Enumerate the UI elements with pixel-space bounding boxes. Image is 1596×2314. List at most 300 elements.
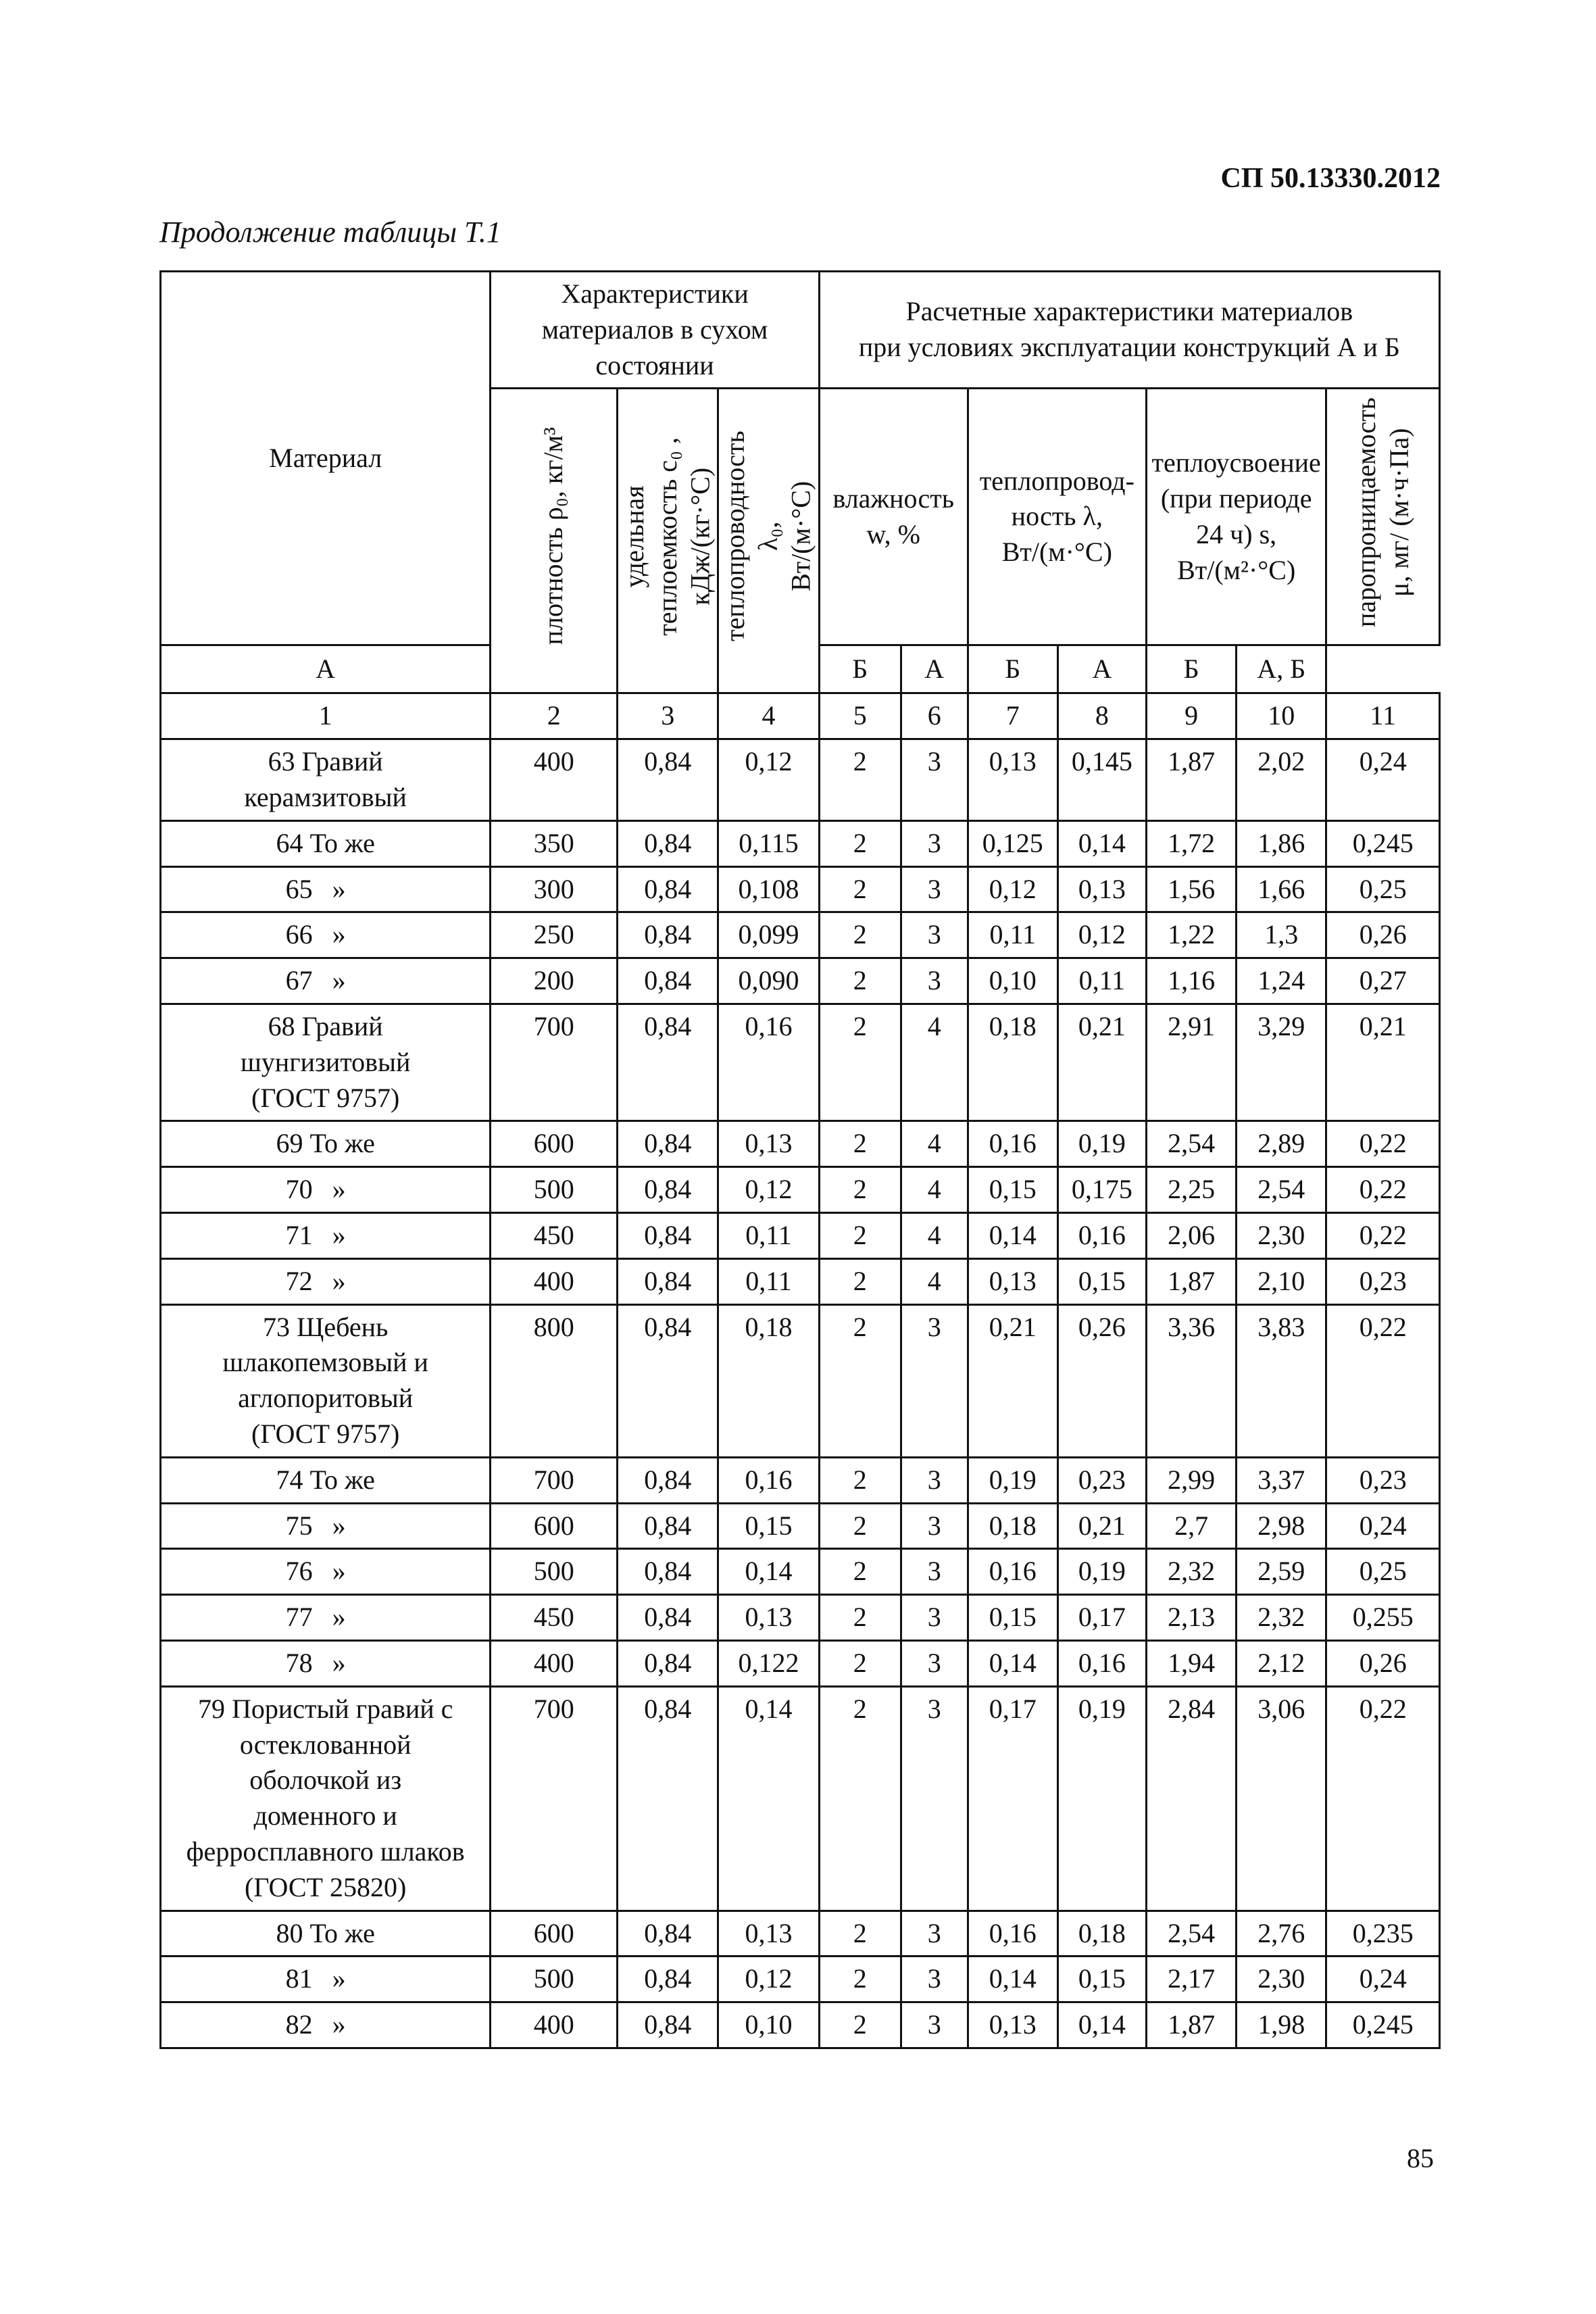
ditto-mark: » bbox=[332, 1174, 346, 1205]
value-cell: 0,14 bbox=[968, 1640, 1057, 1686]
value-cell: 0,22 bbox=[1326, 1121, 1440, 1167]
value-cell: 0,26 bbox=[1057, 1304, 1146, 1457]
value-cell: 0,84 bbox=[618, 912, 718, 958]
material-name-cell bbox=[161, 1167, 491, 1213]
value-cell: 0,099 bbox=[718, 912, 819, 958]
value-cell: 1,72 bbox=[1147, 820, 1237, 866]
value-cell: 0,17 bbox=[968, 1686, 1057, 1911]
value-cell: 0,122 bbox=[718, 1640, 819, 1686]
value-cell: 0,11 bbox=[968, 912, 1057, 958]
header-absorption: теплоусвоение (при периоде 24 ч) s, Вт/(м²·°С) bbox=[1147, 389, 1326, 645]
value-cell: 2,10 bbox=[1237, 1258, 1326, 1304]
material-name: 81 bbox=[285, 1963, 313, 1994]
column-number: 8 bbox=[1057, 693, 1146, 739]
material-name-cell bbox=[161, 1640, 491, 1686]
value-cell: 1,66 bbox=[1237, 866, 1326, 912]
value-cell: 0,12 bbox=[1057, 912, 1146, 958]
value-cell: 0,27 bbox=[1326, 958, 1440, 1004]
header-permeability bbox=[1326, 389, 1440, 645]
value-cell: 0,12 bbox=[718, 1956, 819, 2002]
value-cell: 0,22 bbox=[1326, 1167, 1440, 1213]
table-row bbox=[161, 912, 1440, 958]
material-name: 78 bbox=[285, 1647, 313, 1678]
value-cell: 800 bbox=[491, 1304, 618, 1457]
value-cell: 2 bbox=[819, 1212, 901, 1258]
letter-cell: Б bbox=[1147, 645, 1237, 693]
value-cell: 3 bbox=[901, 1686, 968, 1911]
value-cell: 450 bbox=[491, 1212, 618, 1258]
value-cell: 2,32 bbox=[1147, 1549, 1237, 1595]
value-cell: 0,19 bbox=[1057, 1549, 1146, 1595]
material-name: 82 bbox=[285, 2009, 313, 2040]
table-body bbox=[161, 693, 1440, 2048]
value-cell: 2,02 bbox=[1237, 739, 1326, 821]
value-cell: 0,24 bbox=[1326, 739, 1440, 821]
value-cell: 2 bbox=[819, 866, 901, 912]
value-cell: 0,21 bbox=[1057, 1503, 1146, 1549]
material-name: 76 bbox=[285, 1556, 313, 1587]
table-caption: Продолжение таблицы Т.1 bbox=[159, 216, 501, 249]
letter-cell: Б bbox=[819, 645, 901, 693]
material-name-cell bbox=[161, 1457, 491, 1503]
value-cell: 2,98 bbox=[1237, 1503, 1326, 1549]
value-cell: 1,16 bbox=[1147, 958, 1237, 1004]
value-cell: 500 bbox=[491, 1549, 618, 1595]
value-cell: 0,18 bbox=[718, 1304, 819, 1457]
value-cell: 0,84 bbox=[618, 1640, 718, 1686]
table-row bbox=[161, 1258, 1440, 1304]
value-cell: 600 bbox=[491, 1503, 618, 1549]
value-cell: 0,11 bbox=[718, 1212, 819, 1258]
ditto-mark: » bbox=[332, 1219, 346, 1250]
header-group-dry: Характеристики материалов в сухом состоянии bbox=[491, 272, 819, 389]
value-cell: 0,145 bbox=[1057, 739, 1146, 821]
value-cell: 2,12 bbox=[1237, 1640, 1326, 1686]
header-conductivity-dry-text: теплопроводность λ₀, Вт/(м·°С) bbox=[720, 430, 816, 642]
value-cell: 0,16 bbox=[718, 1004, 819, 1121]
value-cell: 1,87 bbox=[1147, 739, 1237, 821]
value-cell: 4 bbox=[901, 1258, 968, 1304]
value-cell: 2 bbox=[819, 1640, 901, 1686]
value-cell: 3,06 bbox=[1237, 1686, 1326, 1911]
table-row bbox=[161, 1457, 1440, 1503]
column-number: 6 bbox=[901, 693, 968, 739]
value-cell: 0,26 bbox=[1326, 1640, 1440, 1686]
material-name: 71 bbox=[285, 1219, 313, 1250]
value-cell: 2 bbox=[819, 912, 901, 958]
material-name: 66 bbox=[285, 919, 313, 950]
value-cell: 1,22 bbox=[1147, 912, 1237, 958]
value-cell: 3,37 bbox=[1237, 1457, 1326, 1503]
value-cell: 0,14 bbox=[968, 1956, 1057, 2002]
value-cell: 0,19 bbox=[1057, 1121, 1146, 1167]
ditto-mark: » bbox=[332, 873, 346, 904]
value-cell: 0,115 bbox=[718, 820, 819, 866]
material-name: 64 То же bbox=[276, 827, 375, 858]
value-cell: 0,11 bbox=[1057, 958, 1146, 1004]
ditto-mark: » bbox=[332, 919, 346, 950]
value-cell: 3 bbox=[901, 1956, 968, 2002]
value-cell: 0,84 bbox=[618, 1911, 718, 1956]
value-cell: 0,25 bbox=[1326, 1549, 1440, 1595]
value-cell: 3,83 bbox=[1237, 1304, 1326, 1457]
value-cell: 2,84 bbox=[1147, 1686, 1237, 1911]
value-cell: 3 bbox=[901, 1549, 968, 1595]
header-conductivity-dry bbox=[718, 389, 819, 693]
table-row bbox=[161, 1004, 1440, 1121]
value-cell: 0,84 bbox=[618, 2002, 718, 2048]
material-name: 63 Гравий керамзитовый bbox=[244, 746, 407, 812]
material-name: 69 То же bbox=[276, 1128, 375, 1159]
value-cell: 0,16 bbox=[1057, 1212, 1146, 1258]
material-name-cell bbox=[161, 739, 491, 821]
value-cell: 2 bbox=[819, 1121, 901, 1167]
value-cell: 0,84 bbox=[618, 1956, 718, 2002]
value-cell: 3 bbox=[901, 2002, 968, 2048]
header-heat-capacity bbox=[618, 389, 718, 693]
value-cell: 400 bbox=[491, 2002, 618, 2048]
letter-cell: А bbox=[901, 645, 968, 693]
value-cell: 0,84 bbox=[618, 1457, 718, 1503]
value-cell: 2,54 bbox=[1237, 1167, 1326, 1213]
value-cell: 0,22 bbox=[1326, 1304, 1440, 1457]
value-cell: 0,10 bbox=[718, 2002, 819, 2048]
value-cell: 2 bbox=[819, 1911, 901, 1956]
column-number: 1 bbox=[161, 693, 491, 739]
value-cell: 600 bbox=[491, 1121, 618, 1167]
table-row bbox=[161, 866, 1440, 912]
value-cell: 0,15 bbox=[1057, 1258, 1146, 1304]
ditto-mark: » bbox=[332, 1265, 346, 1296]
value-cell: 0,84 bbox=[618, 820, 718, 866]
value-cell: 700 bbox=[491, 1004, 618, 1121]
value-cell: 0,84 bbox=[618, 1258, 718, 1304]
value-cell: 0,25 bbox=[1326, 866, 1440, 912]
value-cell: 2,30 bbox=[1237, 1956, 1326, 2002]
value-cell: 1,94 bbox=[1147, 1640, 1237, 1686]
value-cell: 2 bbox=[819, 1549, 901, 1595]
value-cell: 2,54 bbox=[1147, 1911, 1237, 1956]
value-cell: 0,13 bbox=[1057, 866, 1146, 912]
value-cell: 2,76 bbox=[1237, 1911, 1326, 1956]
value-cell: 3 bbox=[901, 1304, 968, 1457]
value-cell: 0,16 bbox=[1057, 1640, 1146, 1686]
value-cell: 0,16 bbox=[718, 1457, 819, 1503]
ditto-mark: » bbox=[332, 1556, 346, 1587]
value-cell: 0,84 bbox=[618, 1686, 718, 1911]
value-cell: 2,99 bbox=[1147, 1457, 1237, 1503]
value-cell: 0,18 bbox=[968, 1503, 1057, 1549]
column-number: 2 bbox=[491, 693, 618, 739]
value-cell: 2,13 bbox=[1147, 1595, 1237, 1641]
material-name-cell bbox=[161, 1121, 491, 1167]
value-cell: 2 bbox=[819, 1595, 901, 1641]
value-cell: 1,56 bbox=[1147, 866, 1237, 912]
value-cell: 2 bbox=[819, 1956, 901, 2002]
value-cell: 1,24 bbox=[1237, 958, 1326, 1004]
value-cell: 1,98 bbox=[1237, 2002, 1326, 2048]
value-cell: 0,13 bbox=[718, 1121, 819, 1167]
value-cell: 3,29 bbox=[1237, 1004, 1326, 1121]
value-cell: 0,12 bbox=[968, 866, 1057, 912]
material-name-cell bbox=[161, 958, 491, 1004]
material-name-cell bbox=[161, 1004, 491, 1121]
value-cell: 0,14 bbox=[1057, 2002, 1146, 2048]
column-number: 11 bbox=[1326, 693, 1440, 739]
value-cell: 2 bbox=[819, 1686, 901, 1911]
value-cell: 2 bbox=[819, 820, 901, 866]
value-cell: 0,84 bbox=[618, 1549, 718, 1595]
value-cell: 2 bbox=[819, 1304, 901, 1457]
header-moisture: влажность w, % bbox=[819, 389, 968, 645]
table-row bbox=[161, 1686, 1440, 1911]
value-cell: 500 bbox=[491, 1956, 618, 2002]
value-cell: 3 bbox=[901, 1503, 968, 1549]
value-cell: 0,255 bbox=[1326, 1595, 1440, 1641]
value-cell: 2 bbox=[819, 958, 901, 1004]
value-cell: 0,84 bbox=[618, 1212, 718, 1258]
table-row bbox=[161, 1503, 1440, 1549]
ditto-mark: » bbox=[332, 1647, 346, 1678]
table-row bbox=[161, 1212, 1440, 1258]
value-cell: 400 bbox=[491, 1640, 618, 1686]
value-cell: 3 bbox=[901, 912, 968, 958]
value-cell: 2,25 bbox=[1147, 1167, 1237, 1213]
material-name-cell bbox=[161, 1956, 491, 2002]
value-cell: 0,21 bbox=[1326, 1004, 1440, 1121]
value-cell: 1,3 bbox=[1237, 912, 1326, 958]
value-cell: 0,24 bbox=[1326, 1956, 1440, 2002]
column-numbers-row bbox=[161, 693, 1440, 739]
value-cell: 4 bbox=[901, 1167, 968, 1213]
material-name: 77 bbox=[285, 1602, 313, 1633]
value-cell: 0,84 bbox=[618, 739, 718, 821]
value-cell: 0,245 bbox=[1326, 820, 1440, 866]
value-cell: 2 bbox=[819, 1167, 901, 1213]
value-cell: 0,15 bbox=[968, 1595, 1057, 1641]
page-number: 85 bbox=[1407, 2143, 1434, 2173]
header-permeability-text: паропроницаемость μ, мг/ (м·ч·Па) bbox=[1350, 397, 1414, 628]
value-cell: 4 bbox=[901, 1212, 968, 1258]
value-cell: 0,84 bbox=[618, 866, 718, 912]
value-cell: 2 bbox=[819, 1503, 901, 1549]
letter-cell: А bbox=[1057, 645, 1146, 693]
value-cell: 2,17 bbox=[1147, 1956, 1237, 2002]
material-name-cell bbox=[161, 1258, 491, 1304]
value-cell: 3 bbox=[901, 739, 968, 821]
value-cell: 2,30 bbox=[1237, 1212, 1326, 1258]
value-cell: 4 bbox=[901, 1121, 968, 1167]
table-row bbox=[161, 1956, 1440, 2002]
materials-table bbox=[159, 270, 1441, 2049]
document-code: СП 50.13330.2012 bbox=[1220, 163, 1441, 194]
column-number: 4 bbox=[718, 693, 819, 739]
material-name: 73 Щебень шлакопемзовый и аглопоритовый (ГОСТ 9757) bbox=[222, 1311, 428, 1449]
value-cell: 300 bbox=[491, 866, 618, 912]
value-cell: 0,22 bbox=[1326, 1686, 1440, 1911]
value-cell: 2 bbox=[819, 2002, 901, 2048]
value-cell: 0,21 bbox=[968, 1304, 1057, 1457]
material-name: 65 bbox=[285, 873, 313, 904]
value-cell: 0,19 bbox=[968, 1457, 1057, 1503]
material-name-cell bbox=[161, 1212, 491, 1258]
value-cell: 0,84 bbox=[618, 1304, 718, 1457]
ditto-mark: » bbox=[332, 1510, 346, 1541]
value-cell: 3,36 bbox=[1147, 1304, 1237, 1457]
table-row bbox=[161, 1167, 1440, 1213]
header-heat-capacity-text: удельная теплоемкость c₀ , кДж/(кг·°С) bbox=[619, 437, 716, 636]
letter-cell: А bbox=[161, 645, 491, 693]
value-cell: 0,235 bbox=[1326, 1911, 1440, 1956]
table-row bbox=[161, 1121, 1440, 1167]
value-cell: 0,84 bbox=[618, 1121, 718, 1167]
table-row bbox=[161, 958, 1440, 1004]
value-cell: 0,24 bbox=[1326, 1503, 1440, 1549]
material-name-cell bbox=[161, 1595, 491, 1641]
material-name: 79 Пористый гравий с остеклованной оболочкой из доменного и ферросплавного шлаков (ГОСТ 25820) bbox=[186, 1693, 465, 1902]
value-cell: 0,15 bbox=[1057, 1956, 1146, 2002]
ditto-mark: » bbox=[332, 965, 346, 996]
value-cell: 500 bbox=[491, 1167, 618, 1213]
value-cell: 0,16 bbox=[968, 1911, 1057, 1956]
value-cell: 0,245 bbox=[1326, 2002, 1440, 2048]
value-cell: 1,87 bbox=[1147, 2002, 1237, 2048]
column-number: 9 bbox=[1147, 693, 1237, 739]
header-density-text: плотность ρ₀, кг/м³ bbox=[538, 427, 569, 645]
material-name-cell bbox=[161, 1686, 491, 1911]
letter-cell: Б bbox=[968, 645, 1057, 693]
material-name-cell bbox=[161, 912, 491, 958]
value-cell: 0,19 bbox=[1057, 1686, 1146, 1911]
value-cell: 0,16 bbox=[968, 1549, 1057, 1595]
value-cell: 0,13 bbox=[968, 739, 1057, 821]
table-row bbox=[161, 739, 1440, 821]
header-group-design: Расчетные характеристики материалов при условиях эксплуатации конструкций А и Б bbox=[819, 272, 1439, 389]
value-cell: 600 bbox=[491, 1911, 618, 1956]
material-name: 72 bbox=[285, 1265, 313, 1296]
value-cell: 0,14 bbox=[718, 1549, 819, 1595]
value-cell: 0,11 bbox=[718, 1258, 819, 1304]
value-cell: 450 bbox=[491, 1595, 618, 1641]
value-cell: 0,84 bbox=[618, 1503, 718, 1549]
value-cell: 3 bbox=[901, 1911, 968, 1956]
value-cell: 2 bbox=[819, 1457, 901, 1503]
ditto-mark: » bbox=[332, 1963, 346, 1994]
value-cell: 0,108 bbox=[718, 866, 819, 912]
material-name-cell bbox=[161, 1304, 491, 1457]
value-cell: 400 bbox=[491, 739, 618, 821]
value-cell: 3 bbox=[901, 820, 968, 866]
value-cell: 0,23 bbox=[1326, 1457, 1440, 1503]
value-cell: 700 bbox=[491, 1457, 618, 1503]
value-cell: 2,89 bbox=[1237, 1121, 1326, 1167]
value-cell: 2,32 bbox=[1237, 1595, 1326, 1641]
table-row bbox=[161, 1549, 1440, 1595]
letter-cell: А, Б bbox=[1237, 645, 1326, 693]
value-cell: 0,22 bbox=[1326, 1212, 1440, 1258]
value-cell: 2 bbox=[819, 739, 901, 821]
material-name: 70 bbox=[285, 1174, 313, 1205]
value-cell: 0,14 bbox=[968, 1212, 1057, 1258]
column-number: 10 bbox=[1237, 693, 1326, 739]
value-cell: 3 bbox=[901, 866, 968, 912]
table-row bbox=[161, 820, 1440, 866]
value-cell: 350 bbox=[491, 820, 618, 866]
value-cell: 3 bbox=[901, 1595, 968, 1641]
table-row bbox=[161, 1640, 1440, 1686]
material-name: 67 bbox=[285, 965, 313, 996]
value-cell: 0,13 bbox=[968, 1258, 1057, 1304]
material-name: 75 bbox=[285, 1510, 313, 1541]
value-cell: 0,10 bbox=[968, 958, 1057, 1004]
value-cell: 0,15 bbox=[718, 1503, 819, 1549]
value-cell: 1,87 bbox=[1147, 1258, 1237, 1304]
material-name: 74 То же bbox=[276, 1464, 375, 1495]
value-cell: 2 bbox=[819, 1004, 901, 1121]
header-density bbox=[491, 389, 618, 693]
material-name-cell bbox=[161, 1503, 491, 1549]
value-cell: 3 bbox=[901, 1640, 968, 1686]
value-cell: 0,18 bbox=[968, 1004, 1057, 1121]
value-cell: 3 bbox=[901, 1457, 968, 1503]
value-cell: 0,175 bbox=[1057, 1167, 1146, 1213]
value-cell: 2,7 bbox=[1147, 1503, 1237, 1549]
value-cell: 700 bbox=[491, 1686, 618, 1911]
value-cell: 0,84 bbox=[618, 1595, 718, 1641]
table-row bbox=[161, 1595, 1440, 1641]
value-cell: 4 bbox=[901, 1004, 968, 1121]
value-cell: 3 bbox=[901, 958, 968, 1004]
table-row bbox=[161, 2002, 1440, 2048]
ditto-mark: » bbox=[332, 1602, 346, 1633]
value-cell: 0,17 bbox=[1057, 1595, 1146, 1641]
value-cell: 0,84 bbox=[618, 1167, 718, 1213]
header-conductivity: теплопровод- ность λ, Вт/(м·°С) bbox=[968, 389, 1146, 645]
value-cell: 2,59 bbox=[1237, 1549, 1326, 1595]
value-cell: 0,18 bbox=[1057, 1911, 1146, 1956]
material-name-cell bbox=[161, 2002, 491, 2048]
material-name-cell bbox=[161, 866, 491, 912]
value-cell: 0,14 bbox=[1057, 820, 1146, 866]
header-material: Материал bbox=[161, 272, 491, 645]
value-cell: 0,13 bbox=[718, 1595, 819, 1641]
material-name: 80 То же bbox=[276, 1917, 375, 1948]
value-cell: 2 bbox=[819, 1258, 901, 1304]
material-name-cell bbox=[161, 1911, 491, 1956]
value-cell: 0,12 bbox=[718, 739, 819, 821]
value-cell: 0,090 bbox=[718, 958, 819, 1004]
value-cell: 250 bbox=[491, 912, 618, 958]
value-cell: 0,21 bbox=[1057, 1004, 1146, 1121]
table-row bbox=[161, 1911, 1440, 1956]
value-cell: 0,23 bbox=[1057, 1457, 1146, 1503]
value-cell: 400 bbox=[491, 1258, 618, 1304]
value-cell: 0,16 bbox=[968, 1121, 1057, 1167]
value-cell: 2,06 bbox=[1147, 1212, 1237, 1258]
column-number: 5 bbox=[819, 693, 901, 739]
value-cell: 0,12 bbox=[718, 1167, 819, 1213]
column-number: 7 bbox=[968, 693, 1057, 739]
material-name-cell bbox=[161, 1549, 491, 1595]
value-cell: 0,84 bbox=[618, 958, 718, 1004]
value-cell: 0,14 bbox=[718, 1686, 819, 1911]
table-row bbox=[161, 1304, 1440, 1457]
value-cell: 0,13 bbox=[718, 1911, 819, 1956]
value-cell: 0,23 bbox=[1326, 1258, 1440, 1304]
material-name: 68 Гравий шунгизитовый (ГОСТ 9757) bbox=[241, 1010, 411, 1113]
value-cell: 2,91 bbox=[1147, 1004, 1237, 1121]
value-cell: 2,54 bbox=[1147, 1121, 1237, 1167]
